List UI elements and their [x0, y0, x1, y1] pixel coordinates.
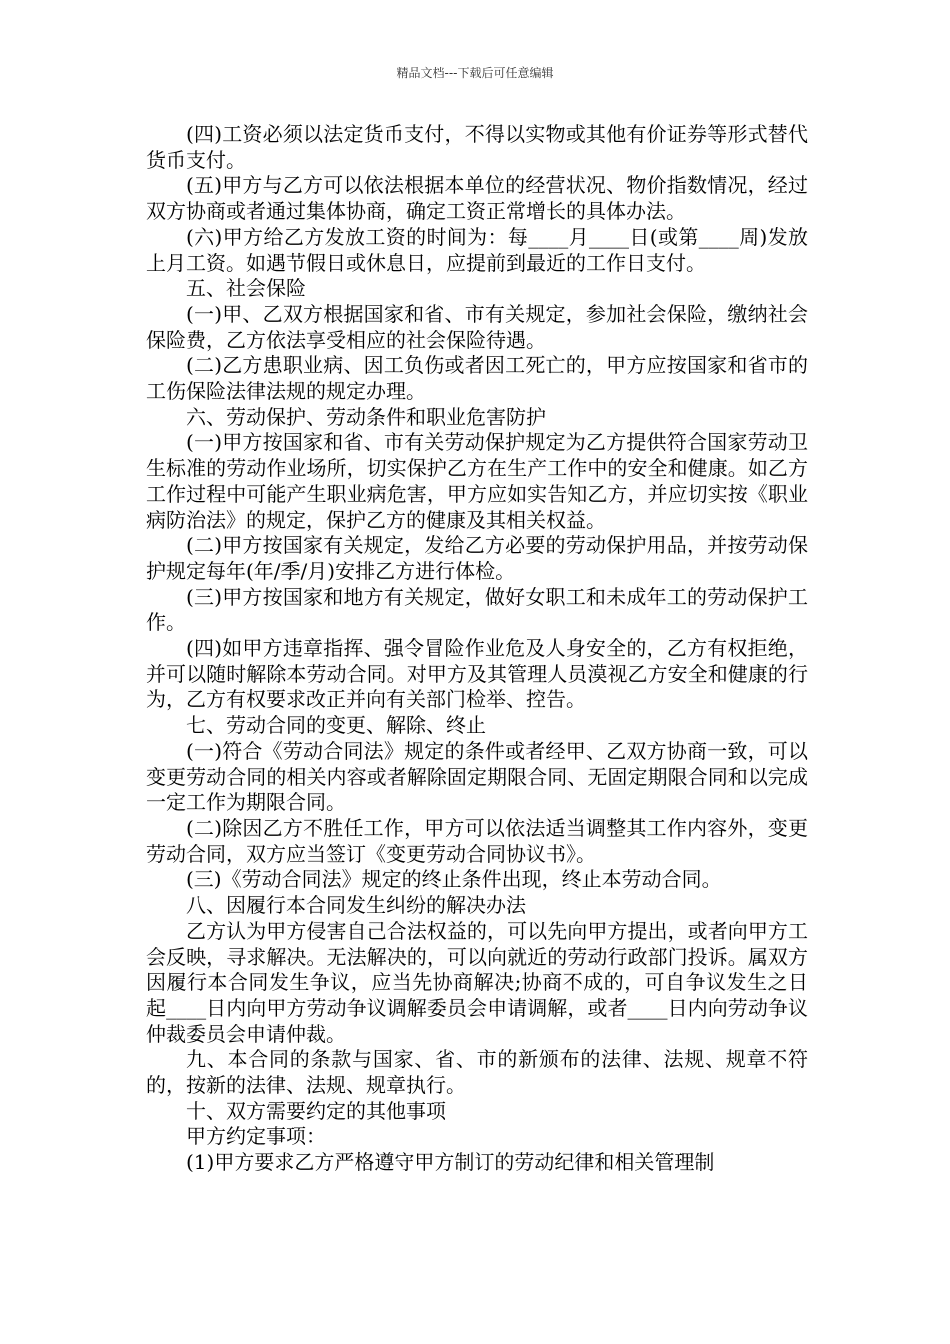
paragraph: (三)《劳动合同法》规定的终止条件出现，终止本劳动合同。 [186, 867, 722, 892]
paragraph: (一)符合《劳动合同法》规定的条件或者经甲、乙双方协商一致，可以变更劳动合同的相关内容或者解除固定期限合同、无固定期限合同和以完成一定工作为期限合同。 [146, 738, 808, 815]
section-heading: 五、社会保险 [186, 276, 306, 301]
page-header: 精品文档---下载后可任意编辑 [396, 66, 554, 80]
paragraph: (六)甲方给乙方发放工资的时间为：每____月____日(或第____周)发放上月工资。如遇节假日或休息日，应提前到最近的工作日支付。 [146, 224, 808, 275]
section-heading: 七、劳动合同的变更、解除、终止 [186, 713, 486, 738]
paragraph: (二)除因乙方不胜任工作，甲方可以依法适当调整其工作内容外，变更劳动合同，双方应当签订《变更劳动合同协议书》。 [146, 815, 808, 866]
paragraph: 乙方认为甲方侵害自己合法权益的，可以先向甲方提出，或者向甲方工会反映，寻求解决。无法解决的，可以向就近的劳动行政部门投诉。属双方因履行本合同发生争议，应当先协商解决;协商不成的，可自争议发生之日起____日内向甲方劳动争议调解委员会申请调解，或者____日内向劳动争议仲裁委员会申请仲裁。 [146, 918, 808, 1046]
section-heading: 九、本合同的条款与国家、省、市的新颁布的法律、法规、规章不符的，按新的法律、法规、规章执行。 [146, 1047, 808, 1098]
paragraph: (二)乙方患职业病、因工负伤或者因工死亡的，甲方应按国家和省市的工伤保险法律法规的规定办理。 [146, 353, 808, 404]
paragraph: (三)甲方按国家和地方有关规定，做好女职工和未成年工的劳动保护工作。 [146, 584, 808, 635]
paragraph: (五)甲方与乙方可以依法根据本单位的经营状况、物价指数情况，经过双方协商或者通过集体协商，确定工资正常增长的具体办法。 [146, 173, 808, 224]
paragraph: (一)甲方按国家和省、市有关劳动保护规定为乙方提供符合国家劳动卫生标准的劳动作业场所，切实保护乙方在生产工作中的安全和健康。如乙方工作过程中可能产生职业病危害，甲方应如实告知乙方，并应切实按《职业病防治法》的规定，保护乙方的健康及其相关权益。 [146, 430, 808, 532]
paragraph: (四)工资必须以法定货币支付，不得以实物或其他有价证券等形式替代货币支付。 [146, 122, 808, 172]
paragraph: 甲方约定事项： [186, 1124, 326, 1149]
paragraph: (1)甲方要求乙方严格遵守甲方制订的劳动纪律和相关管理制 [186, 1150, 715, 1175]
paragraph: (一)甲、乙双方根据国家和省、市有关规定，参加社会保险，缴纳社会保险费，乙方依法享受相应的社会保险待遇。 [146, 301, 808, 352]
section-heading: 八、因履行本合同发生纠纷的解决办法 [186, 893, 526, 918]
document-body [146, 122, 808, 1176]
section-heading: 十、双方需要约定的其他事项 [186, 1098, 446, 1123]
paragraph: (二)甲方按国家有关规定，发给乙方必要的劳动保护用品，并按劳动保护规定每年(年/季/月)安排乙方进行体检。 [146, 533, 808, 583]
section-heading: 六、劳动保护、劳动条件和职业危害防护 [186, 404, 546, 429]
paragraph: (四)如甲方违章指挥、强令冒险作业危及人身安全的，乙方有权拒绝，并可以随时解除本劳动合同。对甲方及其管理人员漠视乙方安全和健康的行为，乙方有权要求改正并向有关部门检举、控告。 [146, 636, 808, 712]
